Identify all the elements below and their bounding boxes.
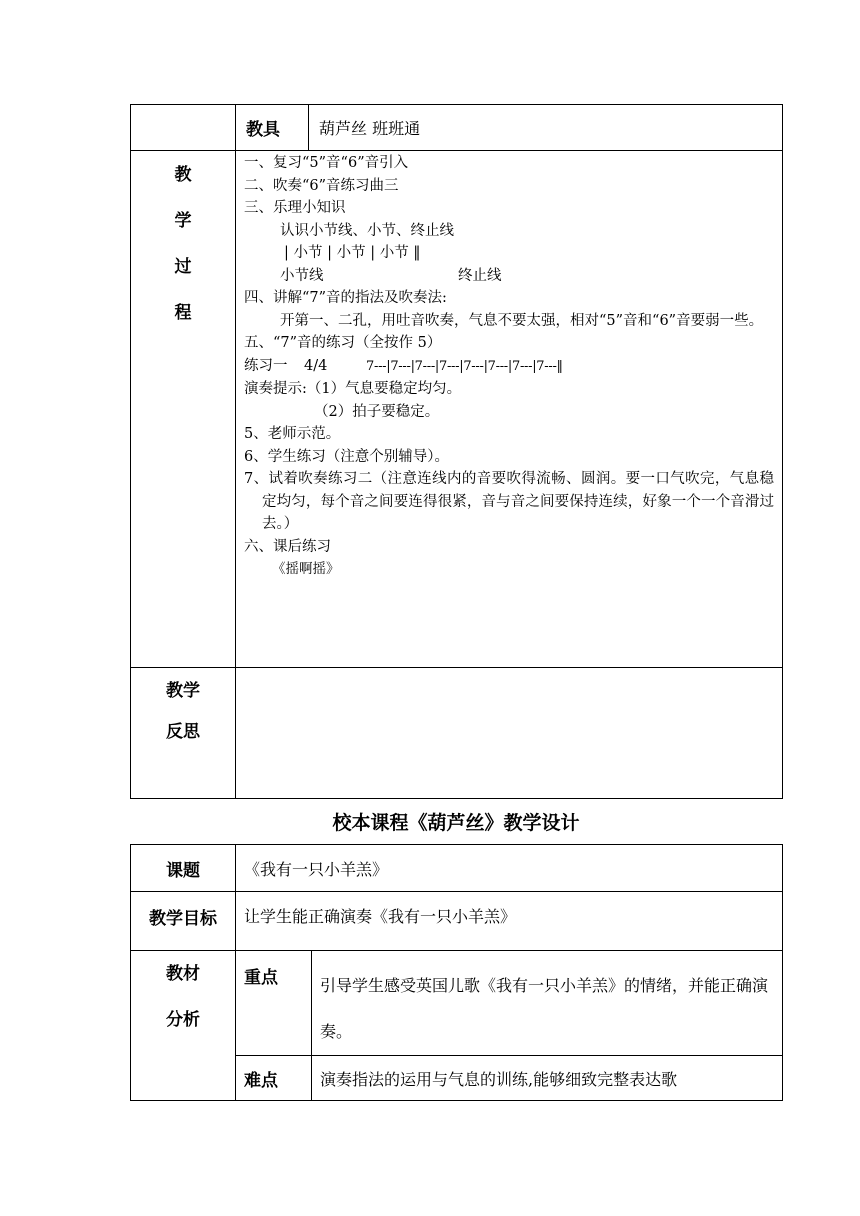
process-line: 6、学生练习（注意个别辅导）。 (244, 448, 449, 465)
process-line: 《摇啊摇》 (272, 561, 340, 577)
tools-label: 教具 (236, 105, 309, 151)
difficult-label: 难点 (236, 1056, 312, 1101)
exercise-notes: 7---|7---|7---|7---|7---|7---|7---|7---‖ (366, 358, 563, 374)
process-label-char: 教 (174, 165, 192, 185)
reflection-content (236, 668, 783, 799)
lesson-table-1 (130, 104, 783, 799)
topic-value: 《我有一只小羊羔》 (236, 845, 783, 892)
analysis-label (131, 951, 236, 1101)
process-line: 二、吹奏“6”音练习曲三 (244, 177, 399, 194)
exercise-line (244, 355, 774, 379)
reflection-label (131, 668, 236, 799)
process-label-char: 程 (174, 303, 192, 323)
empty-cell (131, 105, 236, 151)
process-line: 四、讲解“7”音的指法及吹奏法: (244, 290, 447, 306)
analysis-label-line: 分析 (166, 1010, 200, 1030)
process-line: （2）拍子要稳定。 (314, 403, 440, 420)
topic-label: 课题 (131, 845, 236, 892)
process-paragraph: 开第一、二孔，用吐音吹奏，气息不要太强，相对“5”音和“6”音要弱一些。 (280, 312, 764, 329)
difficult-value: 演奏指法的运用与气息的训练,能够细致完整表达歌 (312, 1056, 783, 1101)
analysis-label-line: 教材 (166, 964, 200, 984)
reflection-label-line: 反思 (166, 722, 200, 742)
final-barline-label: 终止线 (458, 267, 502, 284)
process-line: 五、“7”音的练习（全按作 5） (244, 335, 442, 351)
process-line: | 小节 | 小节 | 小节 ‖ (284, 245, 421, 261)
process-line: 三、乐理小知识 (244, 200, 346, 216)
key-label: 重点 (236, 951, 312, 1056)
process-paragraph: 7、试着吹奏练习二（注意连线内的音要吹得流畅、圆润。要一口气吹完，气息稳定均匀，每个音之间要连得很紧，音与音之间要保持连续，好象一个一个音滑过去。） (244, 471, 774, 532)
process-line: 一、复习“5”音“6”音引入 (244, 155, 409, 171)
process-line: 六、课后练习 (244, 538, 331, 555)
section-title: 校本课程《葫芦丝》教学设计 (332, 812, 580, 834)
barline-label: 小节线 (280, 267, 324, 284)
key-value: 引导学生感受英国儿歌《我有一只小羊羔》的情绪，并能正确演奏。 (312, 951, 783, 1056)
process-content (236, 151, 783, 668)
exercise-label: 练习一 (244, 357, 288, 374)
tools-value: 葫芦丝 班班通 (309, 105, 783, 151)
process-line: 演奏提示:（1）气息要稳定均匀。 (244, 381, 462, 397)
reflection-label-line: 教学 (166, 681, 200, 701)
process-line: 5、老师示范。 (244, 426, 341, 442)
goal-value: 让学生能正确演奏《我有一只小羊羔》 (236, 892, 783, 951)
process-line-barlines (244, 265, 774, 288)
time-signature: 4/4 (304, 357, 328, 374)
process-label-char: 过 (174, 257, 192, 277)
lesson-table-2 (130, 844, 783, 1101)
process-line: 认识小节线、小节、终止线 (280, 222, 454, 239)
goal-label: 教学目标 (131, 892, 236, 951)
process-label-char: 学 (174, 211, 192, 231)
process-label (131, 151, 236, 668)
